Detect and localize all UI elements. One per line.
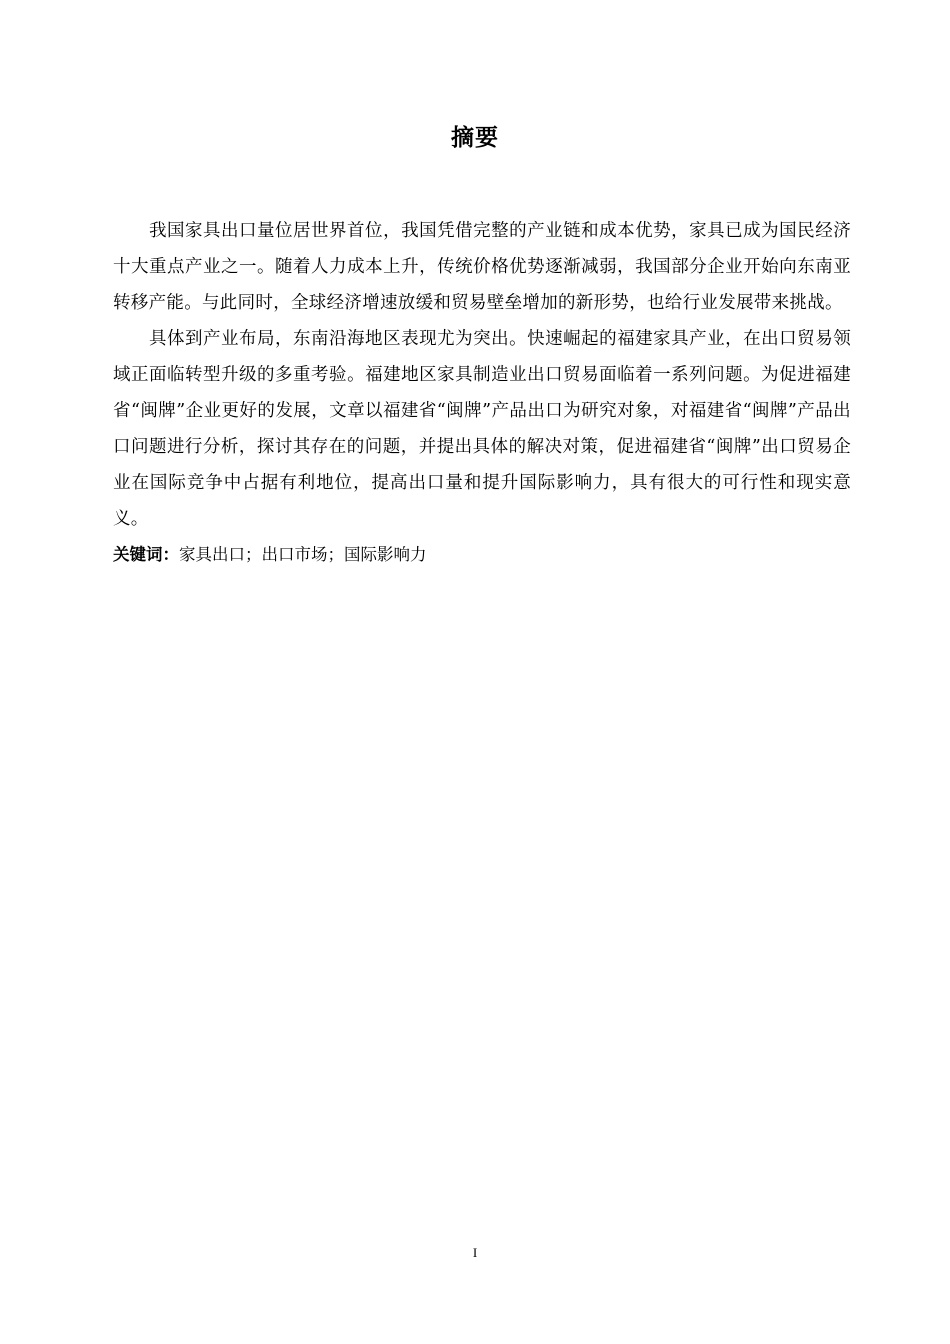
keywords-line [113,537,851,573]
keywords-label: 关键词： [113,545,179,564]
abstract-body [113,213,851,573]
abstract-paragraph-1: 我国家具出口量位居世界首位，我国凭借完整的产业链和成本优势，家具已成为国民经济十大重点产业之一。随着人力成本上升，传统价格优势逐渐减弱，我国部分企业开始向东南亚转移产能。与此同时，全球经济增速放缓和贸易壁垒增加的新形势，也给行业发展带来挑战。 [113,221,851,313]
page-number: I [472,1245,478,1260]
keywords-text: 家具出口；出口市场；国际影响力 [179,545,427,564]
abstract-title: 摘要 [451,125,499,151]
abstract-paragraph-2: 具体到产业布局，东南沿海地区表现尤为突出。快速崛起的福建家具产业，在出口贸易领域正面临转型升级的多重考验。福建地区家具制造业出口贸易面临着一系列问题。为促进福建省“闽牌”企业更好的发展，文章以福建省“闽牌”产品出口为研究对象，对福建省“闽牌”产品出口问题进行分析，探讨其存在的问题，并提出具体的解决对策，促进福建省“闽牌”出口贸易企业在国际竞争中占据有利地位，提高出口量和提升国际影响力，具有很大的可行性和现实意义。 [113,329,851,529]
